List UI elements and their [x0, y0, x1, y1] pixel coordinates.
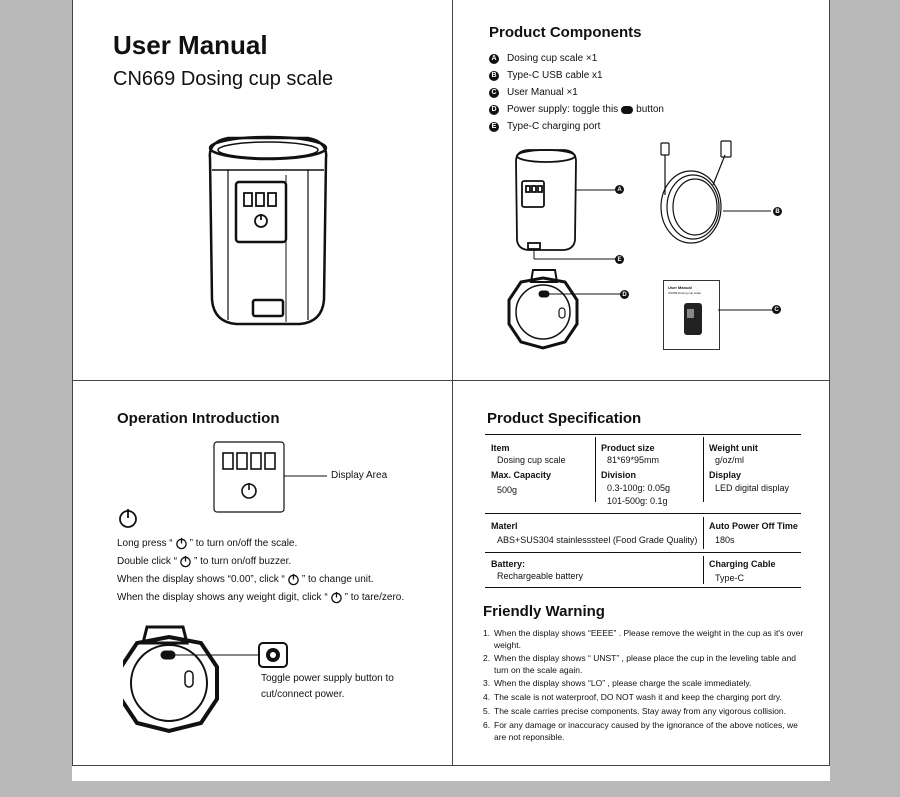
usb-cable-illustration [653, 135, 803, 250]
warning-item-1 [483, 627, 808, 651]
spec-division-label: Division [601, 470, 637, 480]
warning-item-6 [483, 719, 808, 743]
panel-cover [72, 0, 453, 381]
spec-divider [703, 517, 704, 549]
spec-item-value: Dosing cup scale [497, 455, 566, 465]
spec-division-value-2: 101-500g: 0.1g [607, 496, 668, 506]
warning-number: 5. [483, 706, 491, 716]
warning-number: 2. [483, 653, 491, 663]
warning-text: When the display shows “ UNST” , please place the cup in the leveling table and turn on the scale again. [494, 653, 796, 675]
warning-number: 4. [483, 692, 491, 702]
warning-item-4 [483, 691, 808, 703]
mini-scale-icon [682, 301, 704, 337]
components-title: Product Components [489, 24, 642, 41]
warning-number: 3. [483, 678, 491, 688]
spec-item-label: Item [491, 443, 510, 453]
warning-number: 1. [483, 628, 491, 638]
scale-product-illustration [198, 130, 338, 330]
component-label: Dosing cup scale ×1 [507, 53, 598, 64]
spec-autooff-label: Auto Power Off Time [709, 521, 798, 531]
user-manual-thumbnail [663, 280, 720, 350]
operation-line-3 [117, 573, 374, 586]
spec-material-value: ABS+SUS304 stainlesssteel (Food Grade Quality) [497, 535, 698, 545]
mini-manual-subtitle: CN669 Dosing cup scale [668, 291, 702, 295]
warning-number: 6. [483, 720, 491, 730]
power-icon [330, 591, 343, 604]
spec-cable-label: Charging Cable [709, 559, 776, 569]
spec-title: Product Specification [487, 410, 642, 427]
warning-text: For any damage or inaccuracy caused by the ignorance of the above notices, we are not reponsible. [494, 720, 798, 742]
callout-a: A [615, 185, 624, 194]
spec-unit-label: Weight unit [709, 443, 758, 453]
op-text: ” to turn on/off the scale. [189, 538, 298, 550]
component-item-b [489, 70, 603, 81]
scale-bottom-illustration [503, 268, 633, 358]
model-subtitle: CN669 Dosing cup scale [113, 68, 334, 90]
op-text: When the display shows “0.00”, click “ [117, 574, 285, 586]
spec-cable-value: Type-C [715, 573, 745, 583]
toggle-instruction-1: Toggle power supply button to [261, 673, 394, 684]
power-icon [175, 537, 188, 550]
mini-manual-title: User Manual [668, 285, 692, 290]
op-text: ” to turn on/off buzzer. [194, 556, 292, 568]
component-label: Power supply: toggle this [507, 104, 619, 115]
component-item-e [489, 121, 600, 132]
op-text: Long press “ [117, 538, 173, 550]
warning-item-3 [483, 677, 808, 689]
power-icon [287, 573, 300, 586]
spec-rule [485, 552, 801, 553]
warning-text: When the display shows “LO” , please charge the scale immediately. [494, 678, 752, 688]
component-item-d [489, 104, 664, 115]
op-text: ” to tare/zero. [344, 592, 405, 604]
spec-display-label: Display [709, 470, 742, 480]
spec-division-value-1: 0.3-100g: 0.05g [607, 483, 671, 493]
spec-divider [595, 437, 596, 502]
spec-battery-value: Rechargeable battery [497, 571, 584, 581]
callout-b: B [773, 207, 782, 216]
component-label: Type-C charging port [507, 121, 601, 132]
spec-rule-bottom [485, 587, 801, 588]
spec-divider [703, 556, 704, 584]
component-item-a [489, 53, 597, 64]
callout-c: C [772, 305, 781, 314]
warning-item-2 [483, 652, 808, 676]
badge-b: B [489, 71, 499, 81]
component-label: Type-C USB cable x1 [507, 70, 603, 81]
scale-front-illustration [508, 145, 628, 265]
op-text: When the display shows any weight digit, click “ [117, 592, 328, 604]
badge-e: E [489, 122, 499, 132]
op-text: Double click “ [117, 556, 178, 568]
operation-line-1 [117, 537, 297, 550]
spec-capacity-value: 500g [497, 485, 518, 495]
panel-components [452, 0, 830, 381]
callout-line-c [718, 300, 778, 316]
spec-rule-top [485, 434, 801, 435]
panel-operation [72, 380, 453, 766]
op-text: ” to change unit. [301, 574, 374, 586]
operation-line-4 [117, 591, 404, 604]
power-icon [179, 555, 192, 568]
spec-capacity-label: Max. Capacity [491, 470, 552, 480]
operation-title: Operation Introduction [117, 410, 280, 427]
spec-unit-value: g/oz/ml [715, 455, 745, 465]
warning-text: The scale is not waterproof, DO NOT wash it and keep the charging port dry. [494, 692, 782, 702]
component-label: button [636, 104, 664, 115]
panel-specification [452, 380, 830, 766]
warning-item-5 [483, 705, 808, 717]
warning-text: The scale carries precise components. Stay away from any vigorous collision. [494, 706, 786, 716]
spec-rule [485, 513, 801, 514]
badge-d: D [489, 105, 499, 115]
component-label: User Manual ×1 [507, 87, 578, 98]
spec-divider [703, 437, 704, 502]
operation-line-2 [117, 555, 291, 568]
toggle-button-icon [621, 106, 633, 114]
badge-a: A [489, 54, 499, 64]
badge-c: C [489, 88, 499, 98]
spec-material-label: Materl [491, 521, 518, 531]
callout-e: E [615, 255, 624, 264]
spec-size-value: 81*69*95mm [607, 455, 660, 465]
warning-title: Friendly Warning [483, 603, 605, 620]
spec-battery-label: Battery: [491, 559, 526, 569]
spec-size-label: Product size [601, 443, 655, 453]
spec-autooff-value: 180s [715, 535, 735, 545]
warning-text: When the display shows “EEEE” . Please remove the weight in the cup as it's over weight. [494, 628, 804, 650]
callout-d: D [620, 290, 629, 299]
display-area-label: Display Area [331, 470, 388, 481]
manual-title: User Manual [113, 30, 268, 60]
component-item-c [489, 87, 578, 98]
power-icon [117, 507, 139, 529]
spec-display-value: LED digital display [715, 483, 790, 493]
toggle-instruction-2: cut/connect power. [261, 689, 345, 700]
